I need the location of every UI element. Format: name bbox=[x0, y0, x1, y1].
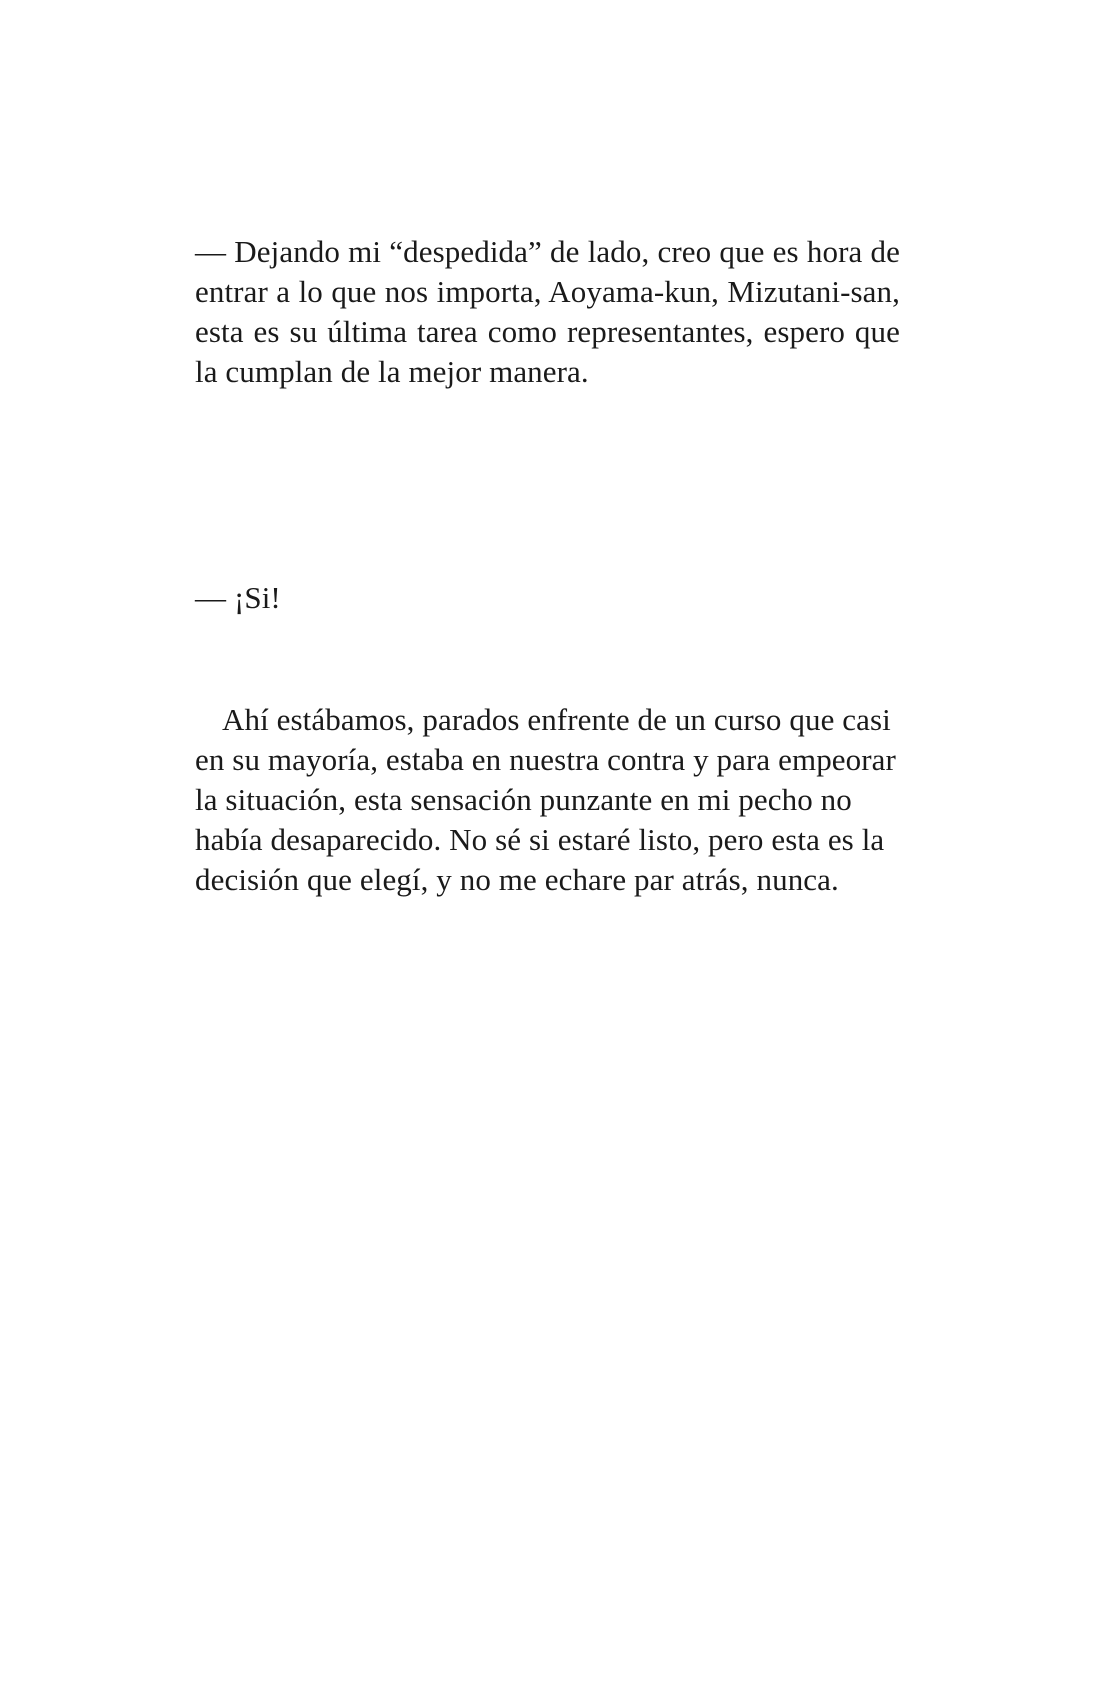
narrative-paragraph: Ahí estábamos, parados enfrente de un curso que casi en su mayoría, estaba en nuestra contra y para empeorar la situación, esta sensación punzante en mi pecho no había desaparecido. No sé si estaré listo, pero esta es la decisión que elegí, y no me echare par atrás, nunca. bbox=[195, 702, 896, 897]
dialogue-paragraph-reply: — ¡Si! bbox=[195, 580, 281, 615]
dialogue-paragraph-farewell: — Dejando mi “despedida” de lado, creo que es hora de entrar a lo que nos importa, Aoyama-kun, Mizutani-san, esta es su última tarea como representantes, espero que la cumplan de la mejor manera. bbox=[195, 234, 900, 389]
